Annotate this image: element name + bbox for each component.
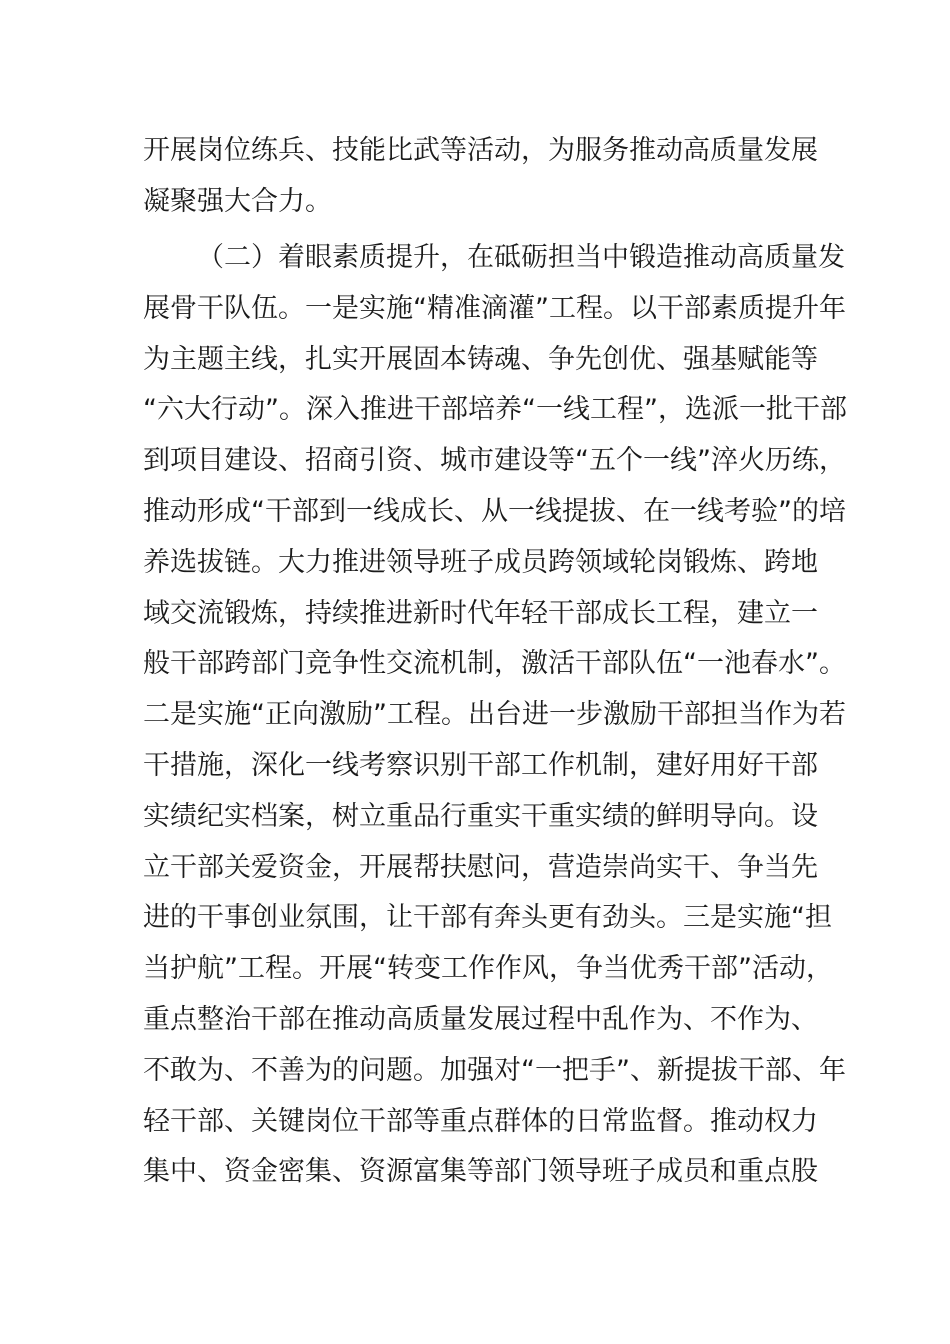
text-line: 实绩纪实档案，树立重品行重实干重实绩的鲜明导向。设: [143, 800, 818, 832]
text-line: 开展岗位练兵、技能比武等活动，为服务推动高质量发展: [143, 135, 818, 166]
text-line: 到项目建设、招商引资、城市建设等“五个一线”淬火历练，: [143, 445, 846, 477]
text-line: 轻干部、关键岗位干部等重点群体的日常监督。推动权力: [143, 1105, 818, 1137]
text-line: 当护航”工程。开展“转变工作作风，争当优秀干部”活动，: [143, 953, 833, 985]
section-two-paragraph: [143, 233, 847, 1198]
text-line: 养选拔链。大力推进领导班子成员跨领域轮岗锻炼、跨地: [143, 546, 818, 578]
text-line: 展骨干队伍。一是实施“精准滴灌”工程。以干部素质提升年: [143, 292, 846, 324]
text-line: 为主题主线，扎实开展固本铸魂、争先创优、强基赋能等: [143, 343, 818, 375]
text-line: 重点整治干部在推动高质量发展过程中乱作为、不作为、: [143, 1003, 818, 1035]
continuation-paragraph: [143, 126, 818, 228]
text-line: 集中、资金密集、资源富集等部门领导班子成员和重点股: [143, 1156, 818, 1188]
text-line: 不敢为、不善为的问题。加强对“一把手”、新提拔干部、年: [143, 1054, 846, 1086]
text-line: “六大行动”。深入推进干部培养“一线工程”，选派一批干部: [143, 394, 847, 426]
text-line: 推动形成“干部到一线成长、从一线提拔、在一线考验”的培: [143, 495, 846, 527]
text-line: 域交流锻炼，持续推进新时代年轻干部成长工程，建立一: [143, 597, 818, 629]
text-line: 般干部跨部门竞争性交流机制，激活干部队伍“一池春水”。: [143, 648, 846, 680]
text-line: 干措施，深化一线考察识别干部工作机制，建好用好干部: [143, 749, 818, 781]
text-line: 凝聚强大合力。: [143, 185, 332, 217]
text-line: 立干部关爱资金，开展帮扶慰问，营造崇尚实干、争当先: [143, 851, 818, 883]
text-line: 进的干事创业氛围，让干部有奔头更有劲头。三是实施“担: [143, 902, 832, 934]
section-heading-line: （二）着眼素质提升，在砥砺担当中锻造推动高质量发: [197, 242, 845, 273]
text-line: 二是实施“正向激励”工程。出台进一步激励干部担当作为若: [143, 699, 846, 731]
